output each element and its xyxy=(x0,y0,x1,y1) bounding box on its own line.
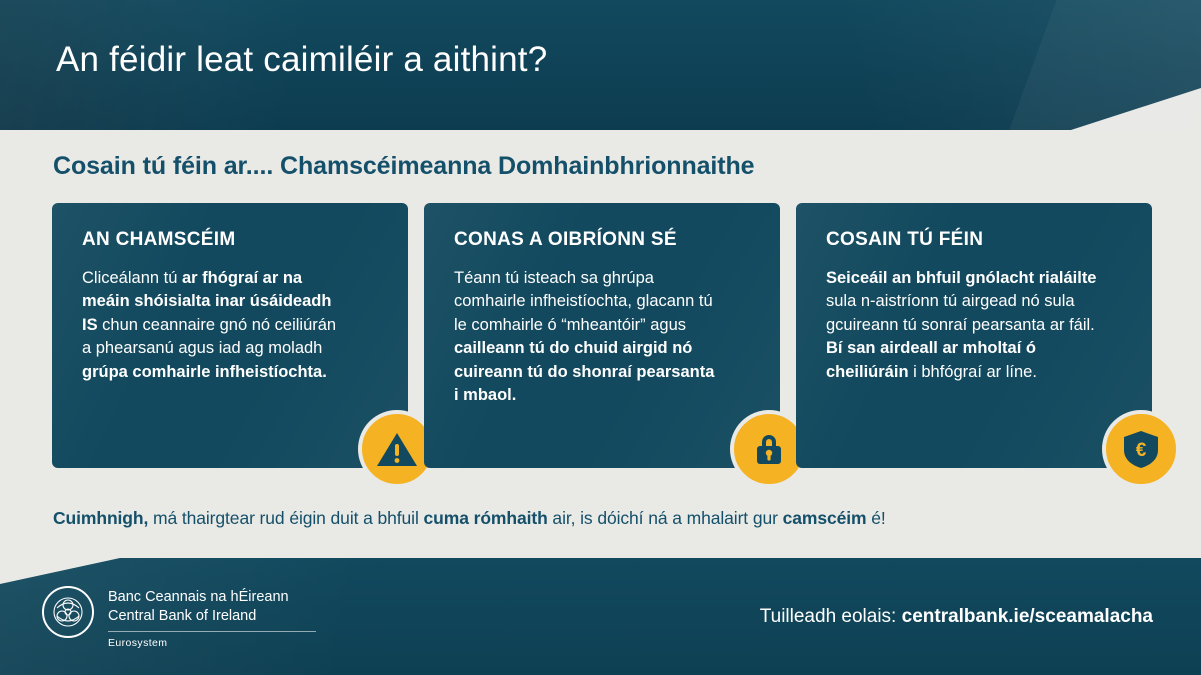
central-bank-logo xyxy=(42,586,316,649)
logo-line-irish: Banc Ceannais na hÉireann xyxy=(108,589,289,605)
card-how-it-works xyxy=(424,203,780,468)
card-body: Cliceálann tú ar fhógraí ar na meáin shóisialta inar úsáideadh IS chun ceannaire gnó nó ceiliúrán a phearsanú agus iad ag moladh grúpa comhairle infheistíochta. xyxy=(82,269,337,381)
card-row xyxy=(52,203,1152,468)
section-subtitle: Cosain tú féin ar.... Chamscéimeanna Domhainbhrionnaithe xyxy=(53,152,755,180)
more-info-label: Tuilleadh eolais: xyxy=(759,606,902,627)
card-title: COSAIN TÚ FÉIN xyxy=(826,229,984,250)
logo-eurosystem-label: Eurosystem xyxy=(108,637,168,650)
euro-shield-icon xyxy=(1102,410,1180,488)
header-corner-cut xyxy=(1071,88,1201,130)
card-body: Téann tú isteach sa ghrúpa comhairle infheistíochta, glacann tú le comhairle ó “mheantóir” agus cailleann tú do chuid airgid nó cuireann tú do shonraí pearsanta i mbaol. xyxy=(454,269,715,405)
card-protect-yourself xyxy=(796,203,1152,468)
card-scam xyxy=(52,203,408,468)
page-title: An féidir leat caimiléir a aithint? xyxy=(56,40,548,79)
svg-text:€: € xyxy=(1135,440,1147,461)
footer-corner-cut xyxy=(0,558,120,584)
more-info-url[interactable]: centralbank.ie/sceamalacha xyxy=(901,606,1153,627)
logo-wordmark xyxy=(108,586,316,649)
more-info xyxy=(760,606,1153,628)
card-title: CONAS A OIBRÍONN SÉ xyxy=(454,229,677,250)
footer-bar xyxy=(0,558,1201,675)
logo-line-english: Central Bank of Ireland xyxy=(108,607,257,624)
card-title: AN CHAMSCÉIM xyxy=(82,229,236,250)
footnote-text: Cuimhnigh, má thairgtear rud éigin duit a bhfuil cuma rómhaith air, is dóichí ná a mhalairt gur camscéim é! xyxy=(53,508,886,528)
celtic-knot-icon xyxy=(42,586,94,638)
logo-divider xyxy=(108,631,316,632)
header-banner xyxy=(0,0,1201,130)
card-body: Seiceáil an bhfuil gnólacht rialáilte sula n-aistríonn tú airgead nó sula gcuireann tú sonraí pearsanta ar fáil. Bí san airdeall ar mholtaí ó cheiliúráin i bhfógraí ar líne. xyxy=(826,269,1097,381)
